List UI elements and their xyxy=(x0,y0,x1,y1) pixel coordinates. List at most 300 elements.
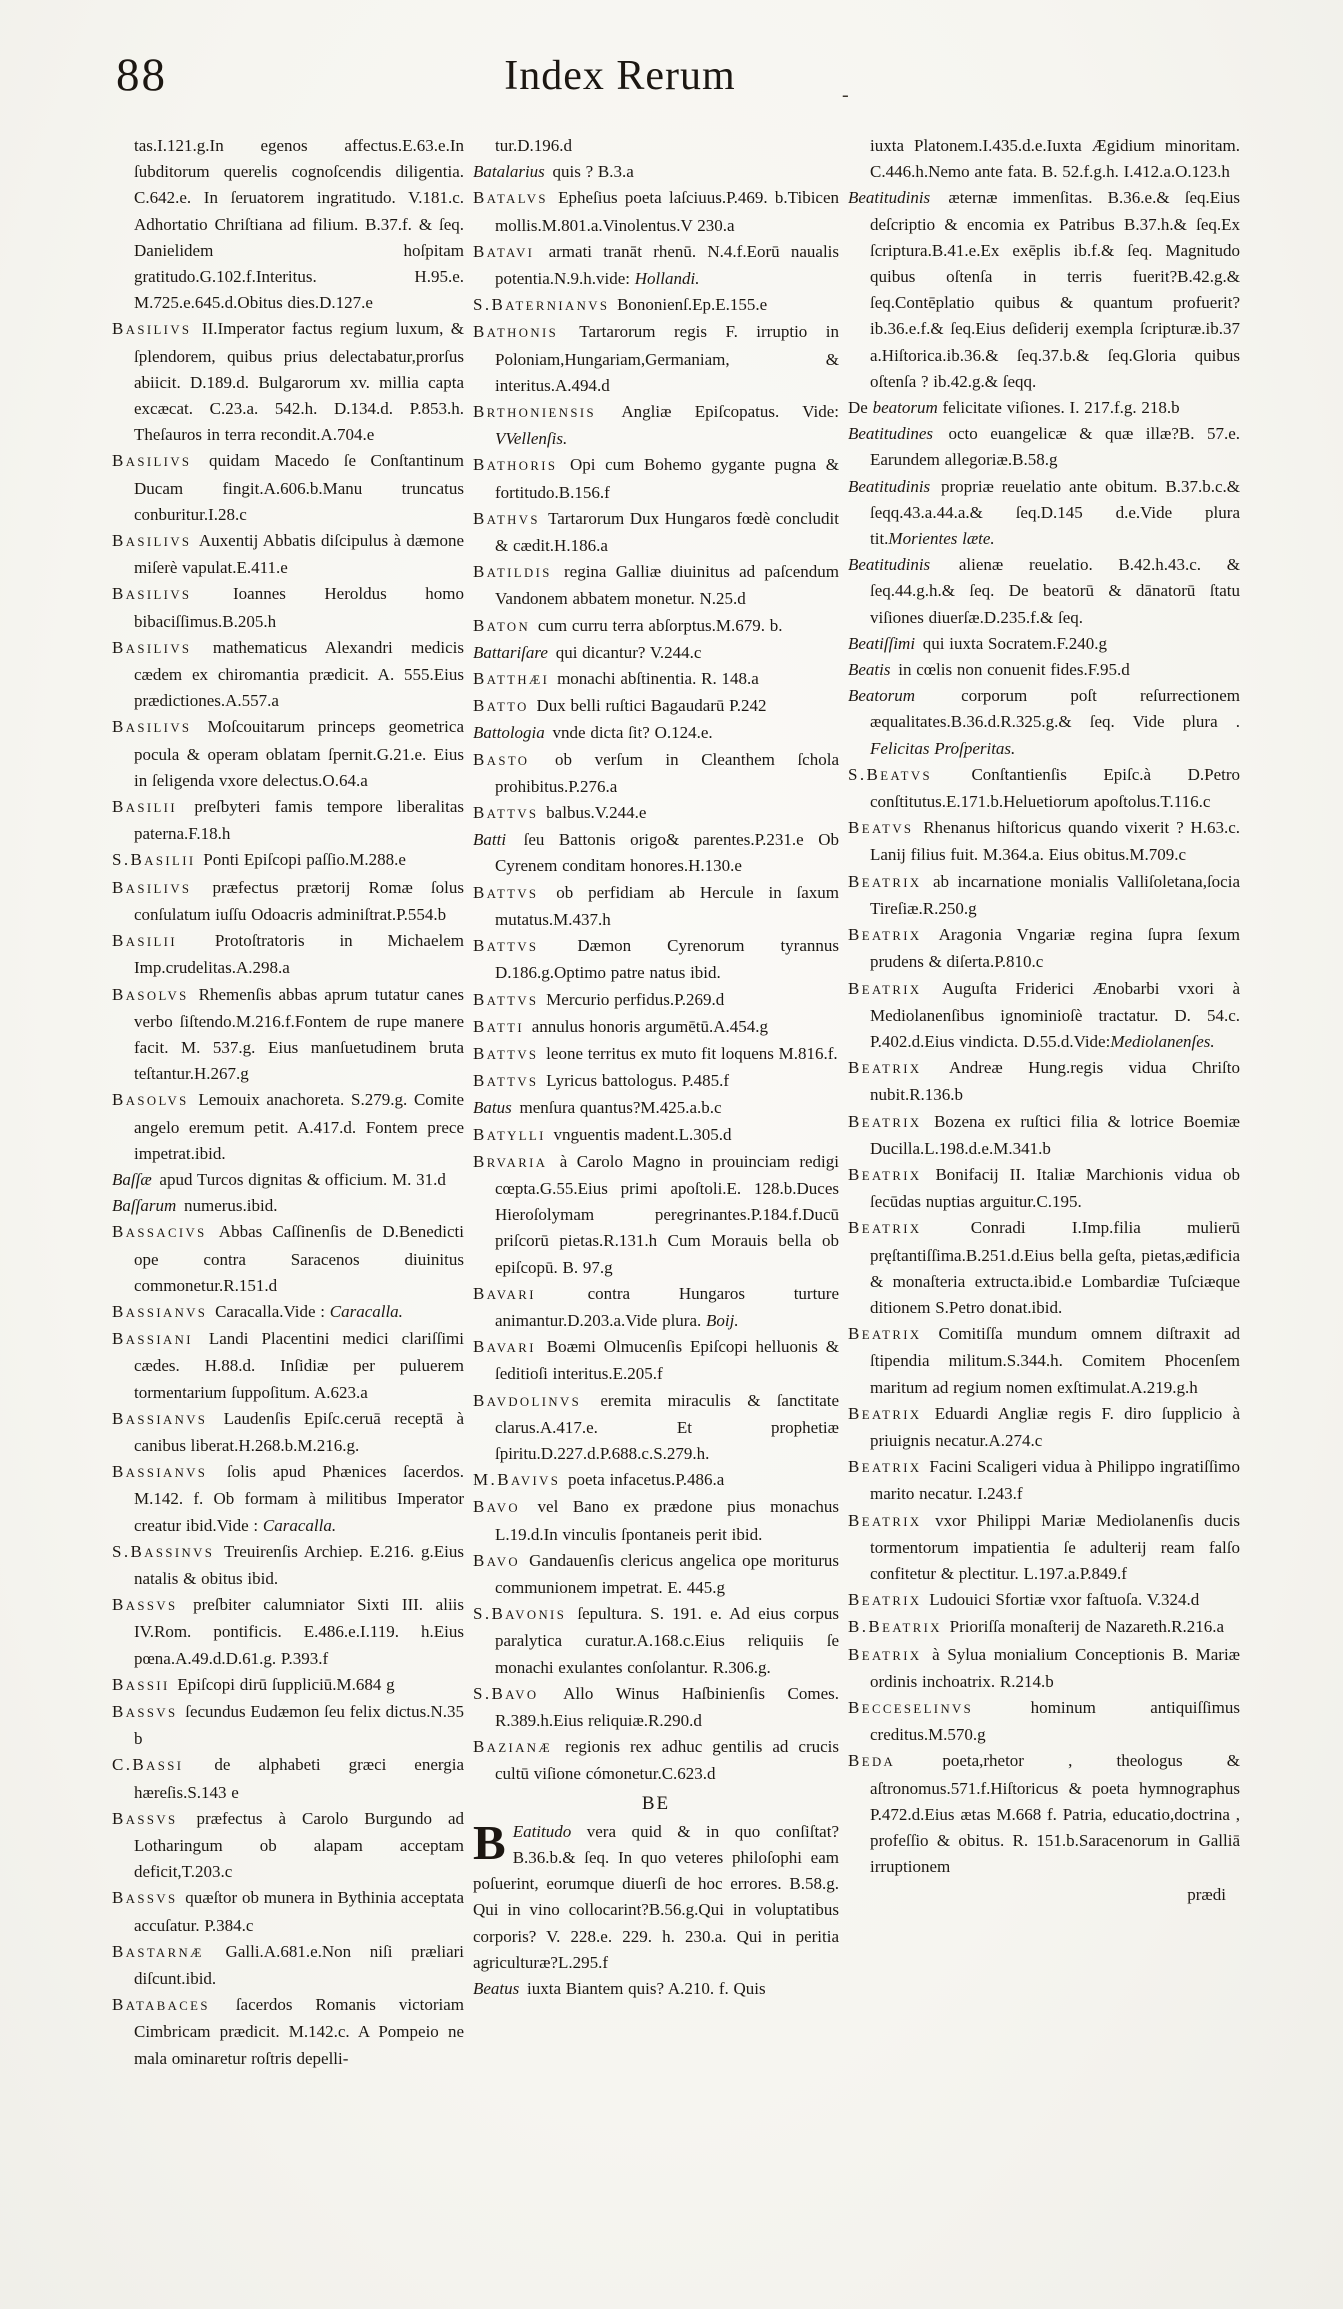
entry-text: vera quid & in quo conſiſtat? B.36.b.& ſeq. In quo veteres philoſophi eam poſuerint, eorumque diuerſi de hoc errores. B.58.g. Qui in vino collocarint?B.56.g.Qui in voluptatibus corporis? V. 228.e. 229. h. 230.a. Qui in peritia agriculturæ?L.295.f xyxy=(473,1821,839,1972)
headword-smallcaps: ASSINVS xyxy=(144,1545,215,1560)
headword-initial: B xyxy=(112,797,126,817)
entry-headword: Beatorum xyxy=(848,686,916,706)
index-entry xyxy=(112,1539,464,1592)
entry-headword xyxy=(848,979,921,998)
entry-headword xyxy=(473,696,529,715)
ink-mark: - xyxy=(842,84,849,106)
headword-smallcaps: EATRIX xyxy=(861,1514,922,1529)
entry-text: Aragonia Vngariæ regina ſupra ſexum prudens & diſerta.P.810.c xyxy=(870,925,1240,972)
entry-text: preſbiter calumniator Sixti III. aliis IV.Rom. pontificis. E.486.e.I.119. h.Eius pœna.A.49.d.D.61.g. P.393.f xyxy=(134,1595,465,1668)
entry-headword xyxy=(112,1995,210,2014)
headword-smallcaps: ATYLLI xyxy=(486,1128,546,1143)
entry-text: Mercurio perfidus.P.269.d xyxy=(546,989,725,1009)
entry-text: Auguſta Friderici Ænobarbi vxori à Mediolanenſibus ignominioſè tractatur. D. 54.c. P.402.d.Eius vindicta. D.55.d.Vide: xyxy=(870,978,1241,1051)
headword-smallcaps: ASILIVS xyxy=(125,881,192,896)
headword-initial: B xyxy=(112,1674,126,1694)
index-entry xyxy=(848,552,1240,631)
entry-text: poeta infacetus.P.486.a xyxy=(568,1470,725,1490)
index-entry xyxy=(473,559,839,612)
headword-initial: B xyxy=(491,1604,506,1624)
entry-headword xyxy=(848,1324,921,1343)
index-entry xyxy=(473,720,839,746)
headword-smallcaps: ATTVS xyxy=(486,1047,539,1062)
entry-text: menſura quantus?M.425.a.b.c xyxy=(519,1098,722,1118)
headword-initial: B xyxy=(491,295,506,315)
catchword: prædi xyxy=(1187,1885,1226,1905)
headword-initial: B xyxy=(112,931,126,951)
headword-initial: B xyxy=(473,562,487,582)
entry-text: Comitiſſa mundum omnem diſtraxit ad ſtipendia militum.S.344.h. Comitem Phocenſem maritum ad regium nomen exſtimulat.A.219.g.h xyxy=(870,1324,1241,1397)
entry-text: regionis rex adhuc gentilis ad crucis cultū viſione cómonetur.C.623.d xyxy=(495,1737,839,1784)
entry-headword xyxy=(473,562,552,581)
index-entry xyxy=(848,474,1240,553)
headword-smallcaps: ASILIVS xyxy=(125,721,192,736)
headword-smallcaps: AVARI xyxy=(486,1341,536,1356)
entry-text: apud Turcos dignitas & officium. M. 31.d xyxy=(159,1169,446,1189)
entry-text: tur.D.196.d xyxy=(495,136,572,155)
index-columns xyxy=(112,133,1240,2072)
entry-text: Bononienſ.Ep.E.155.e xyxy=(617,295,768,315)
index-entry xyxy=(848,657,1240,683)
entry-text: Caracalla.Vide : xyxy=(215,1301,330,1321)
entry-headword xyxy=(112,1409,207,1428)
index-entry xyxy=(112,1939,464,1992)
entry-text: Boæmi Olmucenſis Epiſcopi helluonis & ſeditioſi interitus.E.205.f xyxy=(495,1337,840,1384)
index-entry xyxy=(112,1699,464,1752)
index-entry xyxy=(112,448,464,528)
headword-smallcaps: ATILDIS xyxy=(486,566,552,581)
entry-headword xyxy=(848,1645,921,1664)
headword-initial: B xyxy=(848,1164,862,1184)
italic-reference: Boij. xyxy=(706,1310,739,1330)
entry-headword xyxy=(112,531,191,550)
entry-headword xyxy=(848,1165,921,1184)
headword-initial: B xyxy=(473,402,487,422)
entry-headword xyxy=(473,1737,552,1756)
headword-smallcaps: EATRIX xyxy=(861,1168,922,1183)
entry-headword: Batus xyxy=(473,1098,512,1118)
headword-smallcaps: ATALVS xyxy=(486,192,548,207)
headword-initial: B xyxy=(848,1058,862,1078)
entry-headword: Baſſæ xyxy=(112,1169,152,1189)
headword-smallcaps: ASSIANVS xyxy=(125,1412,208,1427)
headword-initial: B xyxy=(473,936,487,956)
index-entry xyxy=(848,1215,1240,1321)
entry-headword xyxy=(473,1391,581,1410)
headword-smallcaps: AVO xyxy=(505,1687,539,1702)
headword-initial: B xyxy=(848,1111,862,1131)
index-entry xyxy=(848,762,1240,815)
headword-smallcaps: ATHORIS xyxy=(486,459,558,474)
index-entry xyxy=(473,693,839,720)
headword-smallcaps: ATHVS xyxy=(486,512,540,527)
index-entry xyxy=(473,640,839,666)
index-entry xyxy=(473,1388,839,1468)
index-entry xyxy=(848,922,1240,975)
index-entry xyxy=(848,1454,1240,1507)
index-entry xyxy=(848,1587,1240,1614)
index-entry xyxy=(473,1601,839,1681)
entry-text: ſecundus Eudæmon ſeu felix dictus.N.35 b xyxy=(134,1701,465,1749)
headword-initial: B xyxy=(473,1016,487,1036)
headword-smallcaps: ATHONIS xyxy=(486,326,559,341)
headword-smallcaps: ECCESELINVS xyxy=(861,1701,974,1716)
index-entry xyxy=(848,1109,1240,1162)
headword-initial: B xyxy=(473,669,487,689)
headword-smallcaps: ASILIVS xyxy=(125,323,192,338)
entry-headword xyxy=(473,803,538,822)
entry-text: de alphabeti græci energia hæreſis.S.143 e xyxy=(134,1755,464,1802)
headword-initial: B xyxy=(473,1390,487,1410)
headword-initial: B xyxy=(848,1644,862,1664)
headword-initial: B xyxy=(112,1595,126,1615)
index-entry xyxy=(473,1041,839,1068)
italic-reference: Felicitas Proſperitas. xyxy=(870,738,1016,758)
index-entry xyxy=(112,1806,464,1886)
entry-headword: C.BASSI xyxy=(112,1755,184,1775)
entry-text: Opi cum Bohemo gygante pugna & fortitudo.B.156.f xyxy=(495,455,839,502)
entry-headword xyxy=(112,1888,177,1907)
index-entry xyxy=(473,319,839,399)
index-entry xyxy=(473,880,839,933)
entry-text: præfectus prætorij Romæ ſolus conſulatum iuſſu Odoacris adminiſtrat.P.554.b xyxy=(134,877,464,924)
entry-headword xyxy=(848,925,921,944)
entry-text: à Carolo Magno in prouinciam redigi cœpta.G.55.Eius primi apoſtoli.E. 128.b.Duces Hieroſolymam peregrinantes.P.184.f.Ducū priſcorū pietas.R.131.h Cum Morauis bella ob epiſcopū. B. 97.g xyxy=(495,1151,839,1277)
italic-reference: Hollandi. xyxy=(634,269,700,289)
italic-reference: Caracalla. xyxy=(262,1515,337,1535)
entry-text: qui iuxta Socratem.F.240.g xyxy=(922,633,1108,653)
entry-headword: Beatiſſimi xyxy=(848,633,916,653)
entry-text: Lemouix anachoreta. S.279.g. Comite angelo eremum petit. A.417.d. Fontem prece impetrat.ibid. xyxy=(134,1090,464,1163)
headword-smallcaps: ATON xyxy=(486,619,531,634)
entry-text: Abbas Caſſinenſis de D.Benedicti ope contra Saracenos diuinitus commonetur.R.151.d xyxy=(134,1222,464,1295)
index-entry xyxy=(848,1642,1240,1695)
headword-initial: B xyxy=(848,1510,862,1530)
index-entry xyxy=(112,1459,464,1539)
entry-text: Epheſius poeta laſciuus.P.469. b.Tibicen mollis.M.801.a.Vinolentus.V 230.a xyxy=(495,188,840,235)
headword-smallcaps: EATRIX xyxy=(861,1115,922,1130)
entry-headword: Baſſarum xyxy=(112,1196,177,1216)
italic-reference: Caracalla. xyxy=(329,1301,403,1321)
entry-text: Prioriſſa monaſterij de Nazareth.R.216.a xyxy=(949,1617,1224,1637)
index-entry xyxy=(112,1752,464,1805)
entry-text: Dux belli ruſtici Bagaudarū P.242 xyxy=(536,696,767,716)
entry-headword xyxy=(473,509,540,528)
entry-text: Rhemenſis abbas aprum tutatur canes verbo ſiſtendo.M.216.f.Fontem de rupe manere facit. M. 537.g. Eius manſuetudinem bruta teſtantur.H.267.g xyxy=(134,984,465,1084)
index-entry xyxy=(473,1976,839,2002)
entry-headword: S.BATERNIANVS xyxy=(473,295,610,315)
index-entry xyxy=(473,1149,839,1281)
continued-entry xyxy=(112,133,464,316)
headword-initial: B xyxy=(848,818,862,838)
headword-initial: B xyxy=(848,1457,862,1477)
headword-initial: B xyxy=(848,871,862,891)
index-entry xyxy=(848,1321,1240,1401)
headword-initial: B xyxy=(112,1090,126,1110)
entry-headword xyxy=(112,717,191,736)
entry-text: Dæmon Cyrenorum tyrannus D.186.g.Optimo patre natus ibid. xyxy=(495,936,839,983)
entry-headword xyxy=(848,1511,921,1530)
entry-headword xyxy=(473,1044,538,1063)
headword-smallcaps: ATTVS xyxy=(486,1075,539,1090)
headword-initial: B xyxy=(473,1497,487,1517)
headword-smallcaps: ASSI xyxy=(146,1759,184,1774)
headword-initial: B xyxy=(112,1701,126,1721)
entry-text: æternæ immenſitas. B.36.e.& ſeq.Eius deſcriptio & encomia ex Patribus B.37.h.& ſeq.Ex ſcriptura.B.41.e.Ex exēplis ib.f.& ſeq. Magnitudo quibus oſtenſa in terris fuerit?B.42.g.& ſeq.Contēplatio quibus & quantum profuerit?ib.36.e.f.& ſeq.Eius deſiderij exempla ſcripturæ.ib.37 a.Hiſtorica.ib.36.& ſeq.37.b.& ſeq.Gloria quibus oſtenſa ? ib.42.g.& ſeqq. xyxy=(870,188,1240,391)
page-title: Index Rerum xyxy=(504,53,736,99)
index-entry xyxy=(848,421,1240,473)
headword-initial: M xyxy=(473,1470,491,1490)
headword-initial: B xyxy=(112,319,126,339)
headword-smallcaps: ASSVS xyxy=(125,1705,178,1720)
entry-headword: Beatitudines xyxy=(848,424,933,444)
headword-initial: B xyxy=(473,508,487,528)
entry-text: ſeu Battonis origo& parentes.P.231.e Ob Cyrenem conditam honores.H.130.e xyxy=(495,830,840,876)
headword-initial: B xyxy=(112,1222,126,1242)
headword-smallcaps: EATRIX xyxy=(861,1062,922,1077)
entry-headword xyxy=(112,638,191,657)
entry-text: ſepultura. S. 191. e. Ad eius corpus paralytica curatur.A.168.c.Eius reliquiis ſe monachi exulantes conſolantur. R.306.g. xyxy=(495,1604,840,1677)
headword-smallcaps: EATRIX xyxy=(882,1621,942,1636)
entry-text: corporum poſt reſurrectionem æqualitates.B.36.d.R.325.g.& ſeq. Vide plura . xyxy=(870,686,1240,732)
headword-smallcaps: AVO xyxy=(486,1554,520,1569)
headword-initial: B xyxy=(473,1283,487,1303)
index-entry xyxy=(112,875,464,928)
headword-smallcaps: EATRIX xyxy=(861,1461,922,1476)
entry-headword xyxy=(473,990,538,1009)
headword-smallcaps: ASSIANI xyxy=(125,1333,193,1348)
entry-text: armati tranāt rhenū. N.4.f.Eorū naualis potentia.N.9.h.vide: xyxy=(495,241,840,289)
entry-headword xyxy=(848,1058,921,1077)
entry-headword: S.BAVO xyxy=(473,1683,539,1703)
entry-text: Treuirenſis Archiep. E.216. g.Eius natalis & obitus ibid. xyxy=(134,1541,465,1588)
headword-smallcaps: ASTARNÆ xyxy=(125,1945,204,1960)
entry-headword xyxy=(473,669,549,688)
headword-initial: B xyxy=(473,322,487,342)
entry-text: hominum antiquiſſimus creditus.M.570.g xyxy=(870,1697,1240,1745)
headword-smallcaps: ATTVS xyxy=(486,993,539,1008)
entry-headword xyxy=(112,1222,207,1241)
entry-headword xyxy=(848,872,921,891)
headword-smallcaps: ATTVS xyxy=(486,940,539,955)
index-entry xyxy=(848,1401,1240,1454)
entry-headword xyxy=(112,1809,177,1828)
entry-headword xyxy=(112,584,191,603)
entry-text: octo euangelicæ & quæ illæ?B. 57.e. Earundem allegoriæ.B.58.g xyxy=(870,424,1240,470)
entry-text: in cœlis non conuenit fides.F.95.d xyxy=(898,660,1130,680)
index-entry xyxy=(112,982,464,1088)
headword-smallcaps: ASOLVS xyxy=(125,1094,189,1109)
entry-headword xyxy=(473,1071,538,1090)
headword-initial: B xyxy=(473,803,487,823)
entry-headword xyxy=(112,1675,170,1694)
entry-headword xyxy=(473,883,538,902)
headword-smallcaps: ATAVI xyxy=(486,245,535,260)
page-number: 88 xyxy=(116,49,167,101)
headword-initial: B xyxy=(132,1755,147,1775)
entry-text: Laudenſis Epiſc.ceruā receptā à canibus liberat.H.268.b.M.216.g. xyxy=(134,1408,464,1455)
headword-initial: B xyxy=(112,1301,126,1321)
entry-text: ſolis apud Phænices ſacerdos. M.142. f. Ob formam à militibus Imperator creatur ibid.Vide : xyxy=(134,1462,464,1535)
headword-initial: B xyxy=(473,241,487,261)
index-entry xyxy=(112,714,464,794)
entry-text: præfectus à Carolo Burgundo ad Lotharingum ob alapam acceptam deficit,T.203.c xyxy=(134,1808,464,1882)
headword-initial: S xyxy=(112,1541,124,1561)
headword-smallcaps: ASOLVS xyxy=(125,988,189,1003)
index-entry xyxy=(473,1681,839,1734)
entry-text: balbus.V.244.e xyxy=(546,803,647,823)
entry-headword: B.BEATRIX xyxy=(848,1617,942,1637)
headword-smallcaps: EATRIX xyxy=(861,1407,922,1422)
headword-initial: B xyxy=(130,1541,145,1561)
entry-text: preſbyteri famis tempore liberalitas paterna.F.18.h xyxy=(134,797,464,844)
entry-headword xyxy=(112,985,189,1004)
index-entry xyxy=(848,976,1240,1056)
headword-initial: B xyxy=(473,615,487,635)
headword-smallcaps: ASTO xyxy=(486,753,530,768)
entry-headword xyxy=(473,1497,520,1516)
entry-headword: Beatitudinis xyxy=(848,555,931,575)
headword-initial: B xyxy=(848,925,862,945)
entry-text: Ioannes Heroldus homo bibaciſſimus.B.205.h xyxy=(134,584,464,631)
headword-smallcaps: RTHONIENSIS xyxy=(486,406,596,421)
headword-initial: B xyxy=(112,584,126,604)
headword-smallcaps: ASILIVS xyxy=(125,535,192,550)
index-entry xyxy=(848,1695,1240,1748)
index-entry xyxy=(473,292,839,319)
entry-text: propriæ reuelatio ante obitum. B.37.b.c.& ſeqq.43.a.44.a.& ſeq.D.145 d.e.Vide plura tit. xyxy=(870,476,1240,549)
italic-reference: Morientes læte. xyxy=(888,529,995,549)
headword-initial: B xyxy=(112,1888,126,1908)
index-entry xyxy=(112,1193,464,1219)
headword-initial: B xyxy=(848,978,862,998)
headword-initial: S xyxy=(473,1683,485,1703)
headword-smallcaps: ATTVS xyxy=(486,886,539,901)
entry-headword xyxy=(112,1942,204,1961)
headword-smallcaps: AVO xyxy=(486,1501,520,1516)
entry-headword: Battologia xyxy=(473,723,545,743)
headword-initial: B xyxy=(866,764,881,784)
continued-entry xyxy=(848,133,1240,185)
entry-headword xyxy=(112,931,177,950)
entry-headword: M.BAVIVS xyxy=(473,1470,561,1490)
continued-entry xyxy=(473,133,839,159)
headword-initial: B xyxy=(112,1941,126,1961)
headword-smallcaps: ASILIVS xyxy=(125,641,192,656)
entry-text: à Sylua monialium Conceptionis B. Mariæ ordinis inchoatrix. R.214.b xyxy=(870,1644,1241,1691)
index-entry xyxy=(473,666,839,693)
index-entry xyxy=(848,1508,1240,1588)
entry-headword xyxy=(848,1218,921,1237)
entry-headword xyxy=(473,936,538,955)
headword-initial: B xyxy=(112,637,126,657)
entry-text: monachi abſtinentia. R. 148.a xyxy=(557,669,759,689)
italic-reference: beatorum xyxy=(872,398,938,418)
entry-text: iuxta Platonem.I.435.d.e.Iuxta Ægidium minoritam. C.446.h.Nemo ante fata. B. 52.f.g.h. I.412.a.O.123.h xyxy=(870,136,1240,182)
entry-text: Eduardi Angliæ regis F. diro ſupplicio à priuignis necatur.A.274.c xyxy=(870,1403,1240,1450)
headword-smallcaps: ATTVS xyxy=(486,807,539,822)
entry-text: vxor Philippi Mariæ Mediolanenſis ducis tormentorum impatientia ſe adulterij ream falſo confitetur & plectitur. L.197.a.P.849.f xyxy=(870,1510,1240,1583)
index-entry xyxy=(473,613,839,640)
headword-initial: B xyxy=(473,1071,487,1091)
headword-smallcaps: EATRIX xyxy=(861,982,922,997)
headword-smallcaps: ASSII xyxy=(125,1678,170,1693)
headword-initial: B xyxy=(112,1808,126,1828)
entry-headword xyxy=(112,878,191,897)
entry-headword xyxy=(848,1698,973,1717)
entry-headword: Eatitudo xyxy=(512,1821,587,1841)
entry-headword xyxy=(473,1125,546,1144)
index-entry xyxy=(848,815,1240,868)
headword-initial: B xyxy=(473,1043,487,1063)
entry-headword xyxy=(112,797,177,816)
entry-headword xyxy=(112,1462,207,1481)
headword-smallcaps: EATVS xyxy=(861,822,914,837)
entry-text: tas.I.121.g.In egenos affectus.E.63.e.In ſubditorum querelis cognoſcendis diligentia. C.642.e. In ſeruatorem ingratitudo. V.181.c. Adhortatio Chriſtiana ad filium. B.37.f. & ſeq. Danielidem hoſpitam gratitudo.G.102.f.Interitus. H.95.e. M.725.e.645.d.Obitus dies.D.127.e xyxy=(134,136,464,313)
entry-text: Conſtantienſis Epiſc.à D.Petro conſtitutus.E.171.b.Heluetiorum apoſtolus.T.116.c xyxy=(870,764,1240,812)
headword-initial: B xyxy=(848,1324,862,1344)
index-entry xyxy=(473,1122,839,1149)
entry-text: Allo Winus Haſbinienſis Comes. R.389.h.Eius reliquiæ.R.290.d xyxy=(495,1683,839,1730)
entry-text: regina Galliæ diuinitus ad paſcendum Vandonem abbatem monetur. N.25.d xyxy=(495,562,839,609)
entry-headword: Battariſare xyxy=(473,642,548,662)
index-entry xyxy=(112,635,464,715)
index-column-1 xyxy=(112,133,464,2072)
index-entry xyxy=(473,159,839,185)
headword-smallcaps: EATRIX xyxy=(861,875,922,890)
index-entry xyxy=(473,1734,839,1787)
index-entry xyxy=(112,847,464,874)
entry-text: poeta,rhetor , theologus & aſtronomus.571.f.Hiſtoricus & poeta hymnographus P.472.d.Eius ætas M.668 f. Patria, educatio,doctrina , profeſſio & obitus. R. 151.b.Saracenorum in Galliā irruptionem xyxy=(870,1751,1240,1877)
headword-initial: B xyxy=(473,1124,487,1144)
entry-text: Conradi I.Imp.filia mulierū pręſtantiſſima.B.251.d.Eius bella geſta, pietas,ædificia & monaſteria extructa.ibid.e Lombardiæ Tuſciæque ditionem S.Petro donat.ibid. xyxy=(870,1218,1240,1317)
headword-smallcaps: ASILII xyxy=(144,854,196,869)
entry-text: annulus honoris argumētū.A.454.g xyxy=(531,1016,769,1036)
entry-headword xyxy=(473,455,557,474)
index-entry xyxy=(473,933,839,986)
index-entry xyxy=(848,185,1240,395)
headword-initial: B xyxy=(473,696,487,716)
entry-headword: Beatis xyxy=(848,660,891,680)
entry-text: Protoſtratoris in Michaelem Imp.crudelitas.A.298.a xyxy=(134,931,465,978)
entry-headword xyxy=(848,818,913,837)
headword-initial: B xyxy=(112,531,126,551)
index-entry xyxy=(848,1748,1240,1880)
headword-initial: B xyxy=(112,1408,126,1428)
headword-smallcaps: ASSIANVS xyxy=(125,1305,208,1320)
index-entry xyxy=(473,1068,839,1095)
headword-initial: B xyxy=(473,749,487,769)
headword-initial: B xyxy=(112,1329,126,1349)
headword-smallcaps: EATRIX xyxy=(861,1222,922,1237)
entry-text: contra Hungaros turture animantur.D.203.a.Vide plura. xyxy=(495,1283,840,1330)
entry-headword xyxy=(848,1404,921,1423)
headword-smallcaps: ATTHÆI xyxy=(486,673,550,688)
entry-text: eremita miraculis & ſanctitate clarus.A.417.e. Et prophetiæ ſpiritu.D.227.d.P.688.c.S.279.h. xyxy=(495,1390,840,1463)
italic-reference: Mediolanenſes. xyxy=(1110,1031,1215,1051)
entry-text: Bonifacij II. Italiæ Marchionis vidua ob ſecūdas nuptias arguitur.C.195. xyxy=(870,1164,1241,1212)
headword-smallcaps: AVIVS xyxy=(510,1474,561,1489)
index-entry xyxy=(112,316,464,448)
entry-text: Gandauenſis clericus angelica ope moriturus communionem impetrat. E. 445.g xyxy=(495,1550,839,1597)
headword-smallcaps: EATRIX xyxy=(861,929,922,944)
entry-text: Tartarorum Dux Hungaros fœdè concludit & cædit.H.186.a xyxy=(495,508,839,556)
entry-headword xyxy=(473,1551,520,1570)
entry-text: ob verſum in Cleanthem ſchola prohibitus.P.276.a xyxy=(495,749,840,796)
headword-initial: S xyxy=(473,295,485,315)
index-entry xyxy=(473,452,839,505)
headword-initial: B xyxy=(112,717,126,737)
